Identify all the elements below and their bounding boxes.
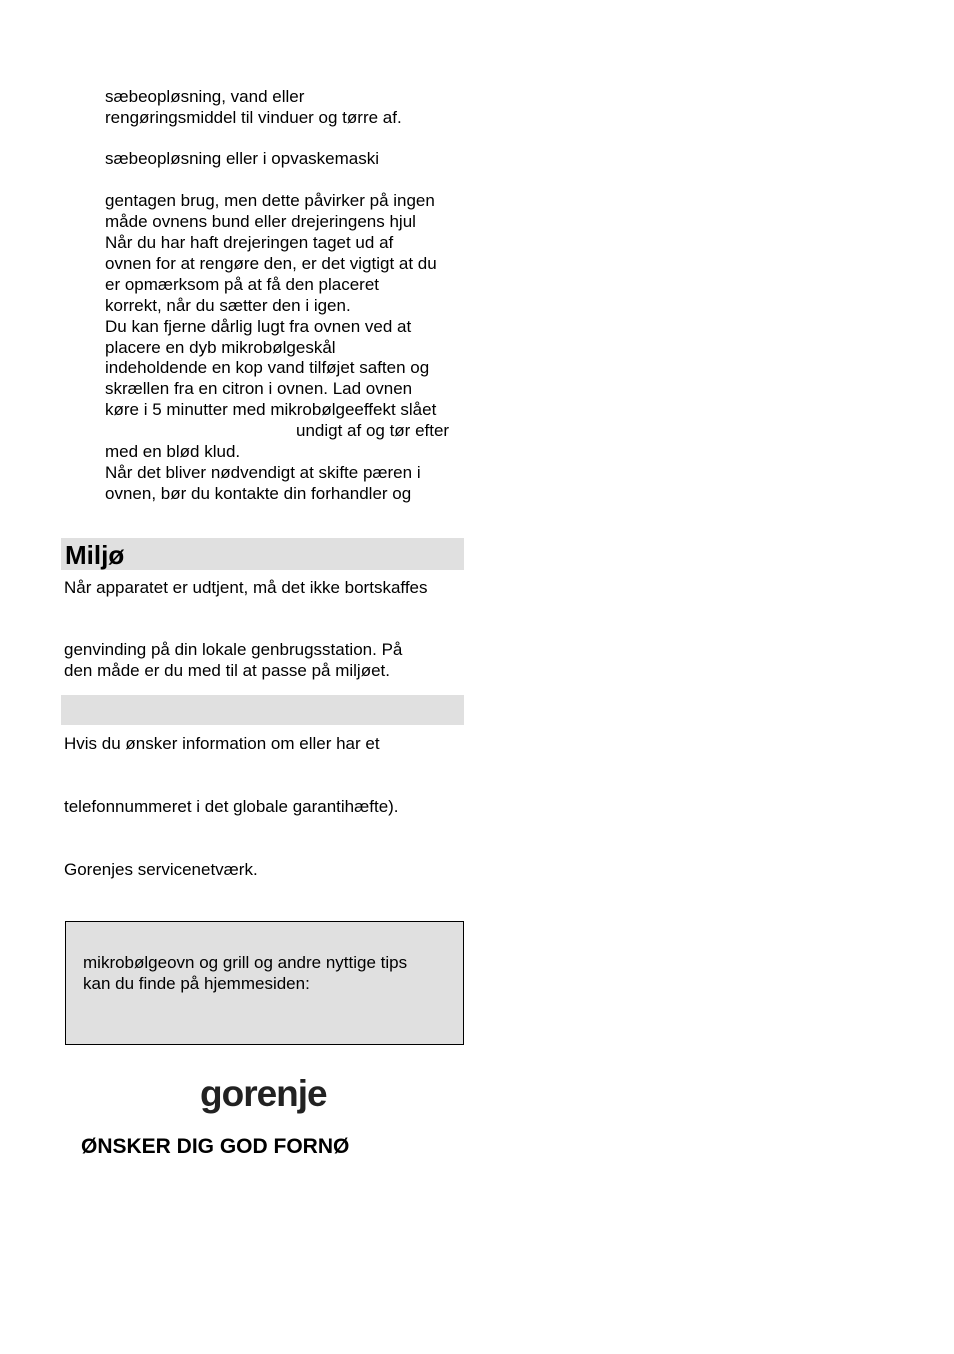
tip-line: mikrobølgeovn og grill og andre nyttige tips — [83, 953, 408, 972]
cleaning-line: er opmærksom på at få den placeret — [105, 275, 380, 294]
tip-box — [65, 921, 464, 1045]
environment-line: den måde er du med til at passe på miljøet. — [64, 661, 390, 680]
cleaning-line: Når det bliver nødvendigt at skifte pæren i — [105, 463, 421, 482]
cleaning-line: indeholdende en kop vand tilføjet saften og — [105, 358, 430, 377]
gorenje-logo: gorenje — [200, 1073, 327, 1114]
cleaning-line: ovnen, bør du kontakte din forhandler og — [105, 484, 412, 503]
tip-line: kan du finde på hjemmesiden: — [83, 974, 310, 993]
environment-line: Når apparatet er udtjent, må det ikke bortskaffes — [64, 578, 428, 597]
cleaning-line: sæbeopløsning, vand eller — [105, 87, 305, 106]
service-line: Hvis du ønsker information om eller har et — [64, 734, 380, 753]
environment-line: genvinding på din lokale genbrugsstation. På — [64, 640, 403, 659]
cleaning-line: sæbeopløsning eller i opvaskemaski — [105, 149, 380, 168]
service-heading-bar — [61, 695, 464, 725]
cleaning-line: Når du har haft drejeringen taget ud af — [105, 233, 394, 252]
cleaning-line: rengøringsmiddel til vinduer og tørre af. — [105, 108, 402, 127]
cleaning-line: måde ovnens bund eller drejeringens hjul — [105, 212, 416, 231]
cleaning-line: placere en dyb mikrobølgeskål — [105, 338, 336, 357]
environment-heading-bar — [61, 538, 464, 570]
cleaning-line: med en blød klud. — [105, 442, 241, 461]
slogan: ØNSKER DIG GOD FORNØ — [81, 1135, 350, 1158]
cleaning-line: korrekt, når du sætter den i igen. — [105, 296, 351, 315]
service-line: Gorenjes servicenetværk. — [64, 860, 258, 879]
cleaning-line: undigt af og tør efter — [296, 421, 450, 440]
cleaning-line: skrællen fra en citron i ovnen. Lad ovnen — [105, 379, 413, 398]
cleaning-line: Du kan fjerne dårlig lugt fra ovnen ved at — [105, 317, 412, 336]
cleaning-line: ovnen for at rengøre den, er det vigtigt at du — [105, 254, 437, 273]
cleaning-line: gentagen brug, men dette påvirker på ingen — [105, 191, 435, 210]
environment-heading: Miljø — [65, 540, 125, 570]
service-line: telefonnummeret i det globale garantihæfte). — [64, 797, 399, 816]
cleaning-line: køre i 5 minutter med mikrobølgeeffekt slået — [105, 400, 437, 419]
